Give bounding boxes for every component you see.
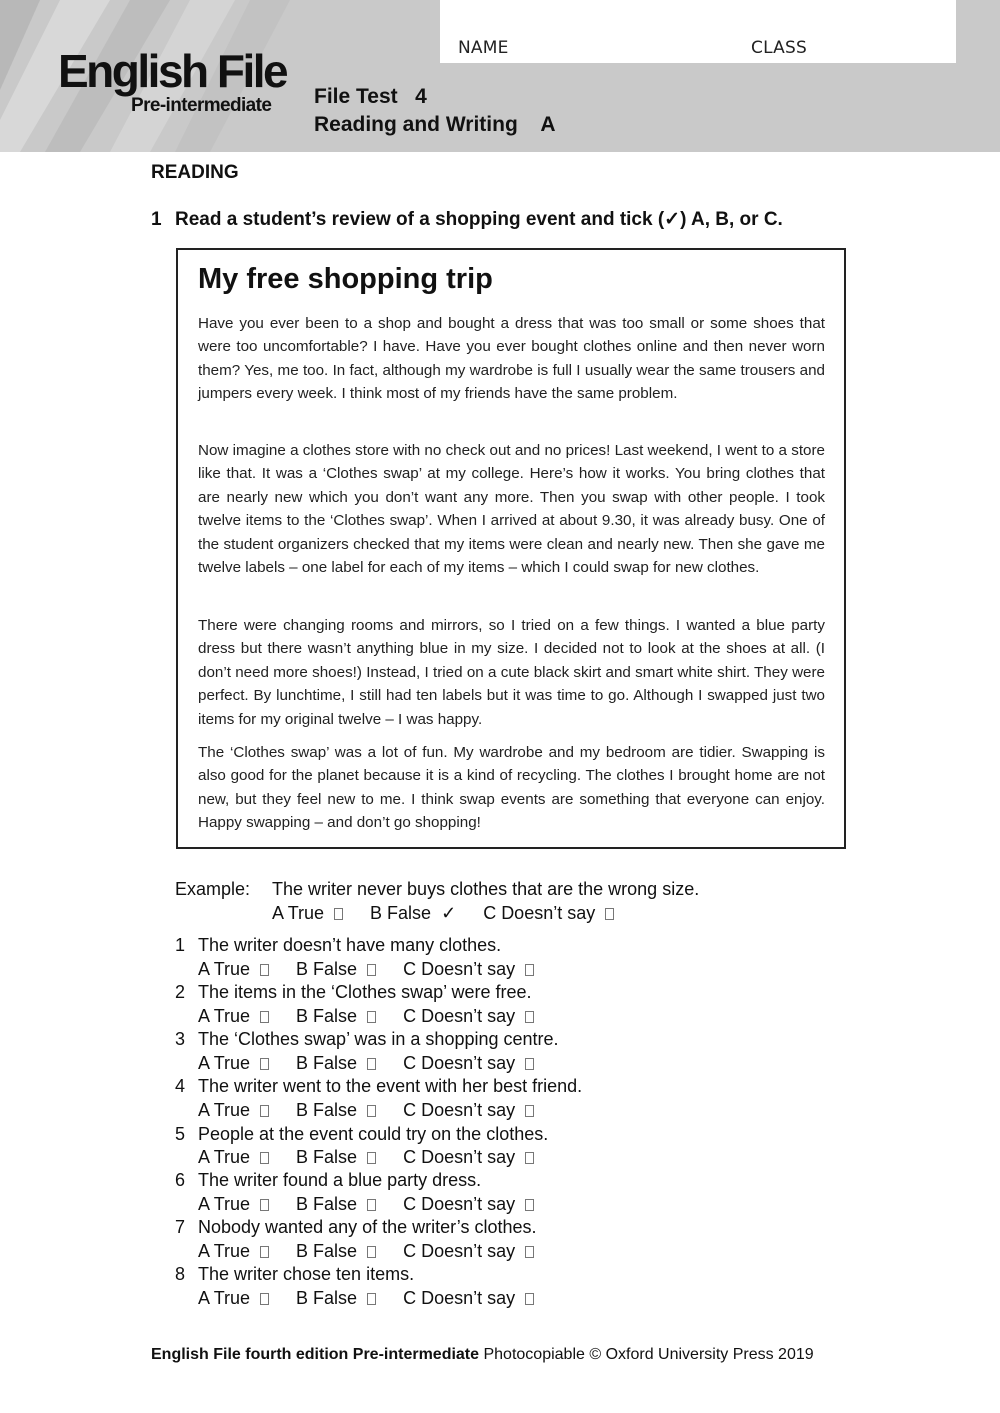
checkbox-b[interactable] <box>367 1199 376 1211</box>
checkbox-c[interactable] <box>605 908 614 920</box>
footer-copyright-text: Photocopiable © Oxford University Press 2019 <box>479 1346 814 1363</box>
option-a: A True <box>198 1194 251 1214</box>
question-text: Nobody wanted any of the writer’s clothes. <box>198 1217 537 1237</box>
instruction <box>151 208 783 231</box>
checkbox-b[interactable] <box>367 1246 376 1258</box>
checkbox-a[interactable] <box>260 1246 269 1258</box>
checkbox-a[interactable] <box>334 908 343 920</box>
checkbox-c[interactable] <box>525 1105 534 1117</box>
option-b: B False <box>296 1100 358 1120</box>
option-a: A True <box>198 1100 251 1120</box>
option-c: C Doesn’t say <box>403 1241 516 1261</box>
question-number: 4 <box>175 1076 186 1096</box>
option-c: C Doesn’t say <box>403 1194 516 1214</box>
option-b: B False <box>296 1006 358 1026</box>
question-options <box>198 1100 534 1121</box>
checkbox-a[interactable] <box>260 1293 269 1305</box>
question-number: 6 <box>175 1170 186 1190</box>
footer-copyright <box>151 1346 814 1364</box>
option-a: A True <box>198 1053 251 1073</box>
tick-icon[interactable]: ✓ <box>441 903 457 923</box>
option-c: C Doesn’t say <box>403 1288 516 1308</box>
class-label: CLASS <box>751 38 807 58</box>
checkbox-a[interactable] <box>260 1058 269 1070</box>
checkbox-b[interactable] <box>367 964 376 976</box>
instruction-text: Read a student’s review of a shopping event and tick (✓) A, B, or C. <box>175 209 783 230</box>
logo-main-text: English File <box>58 45 287 97</box>
article-paragraph: The ‘Clothes swap’ was a lot of fun. My wardrobe and my bedroom are tidier. Swapping is also good for the planet because it is a kind of recycling. The clothes I brought home are not new, but they feel new to me. I think swap events are something that everyone can enjoy. Happy swapping – and don’t go shopping! <box>198 744 825 832</box>
checkbox-a[interactable] <box>260 1152 269 1164</box>
checkbox-c[interactable] <box>525 1058 534 1070</box>
checkbox-b[interactable] <box>367 1011 376 1023</box>
article-paragraph: Now imagine a clothes store with no check out and no prices! Last weekend, I went to a store like that. It was a ‘Clothes swap’ at my college. Here’s how it works. You bring clothes that are nearly new which you don’t want any more. Then you swap with other people. I took twelve items to the ‘Clothes swap’. When I arrived at about 9.30, it was already busy. One of the student organizers checked that my items were clean and nearly new. Then she gave me twelve labels – one label for each of my items – which I could swap for new clothes. <box>198 442 825 577</box>
article-paragraph: Have you ever been to a shop and bought a dress that was too small or some shoes that were too uncomfortable? I have. Have you ever bought clothes online and then never worn them? Yes, me too. In fact, although my wardrobe is full I usually wear the same trousers and jumpers every week. I think most of my friends have the same problem. <box>198 315 825 403</box>
footer-book-title: English File fourth edition Pre-intermediate <box>151 1346 480 1363</box>
checkbox-c[interactable] <box>525 1293 534 1305</box>
option-a: A True <box>198 959 251 979</box>
option-b: B False <box>296 959 358 979</box>
checkbox-c[interactable] <box>525 1152 534 1164</box>
option-c: C Doesn’t say <box>403 959 516 979</box>
question-text: The writer went to the event with her best friend. <box>198 1076 583 1096</box>
option-b: B False <box>296 1241 358 1261</box>
question-options <box>198 1053 534 1074</box>
option-c: C Doesn’t say <box>483 903 596 923</box>
question-number: 3 <box>175 1029 186 1049</box>
question-number: 7 <box>175 1217 186 1237</box>
option-c: C Doesn’t say <box>403 1053 516 1073</box>
section-heading: READING <box>151 162 239 183</box>
question-text: The ‘Clothes swap’ was in a shopping centre. <box>198 1029 559 1049</box>
option-c: C Doesn’t say <box>403 1147 516 1167</box>
checkbox-c[interactable] <box>525 1011 534 1023</box>
option-c: C Doesn’t say <box>403 1100 516 1120</box>
option-a: A True <box>198 1006 251 1026</box>
question-options <box>198 1147 534 1168</box>
article-title: My free shopping trip <box>198 263 493 295</box>
question-options <box>198 1006 534 1027</box>
article-paragraph: There were changing rooms and mirrors, so I tried on a few things. I wanted a blue party dress but there wasn’t anything blue in my size. I decided not to look at the shoes at all. (I don’t need more shoes!) Instead, I tried on a cute black skirt and smart white shirt. They were perfect. By lunchtime, I still had ten labels but it was time to go. Although I swapped just two items for my original twelve – I was happy. <box>198 617 825 728</box>
question-options <box>198 1194 534 1215</box>
checkbox-a[interactable] <box>260 1105 269 1117</box>
checkbox-c[interactable] <box>525 1199 534 1211</box>
question-options <box>198 1241 534 1262</box>
question-text: The items in the ‘Clothes swap’ were free. <box>198 982 532 1002</box>
option-b: B False <box>296 1053 358 1073</box>
logo-sub-text: Pre-intermediate <box>131 95 272 116</box>
checkbox-c[interactable] <box>525 964 534 976</box>
question-number: 5 <box>175 1124 186 1144</box>
option-b: B False <box>370 903 432 923</box>
option-b: B False <box>296 1194 358 1214</box>
question-text: The writer found a blue party dress. <box>198 1170 482 1190</box>
example-label: Example: <box>175 879 251 899</box>
option-b: B False <box>296 1147 358 1167</box>
option-a: A True <box>198 1288 251 1308</box>
question-options <box>198 1288 534 1309</box>
english-file-logo <box>58 45 287 116</box>
option-b: B False <box>296 1288 358 1308</box>
question-options <box>198 959 534 980</box>
option-a: A True <box>198 1241 251 1261</box>
option-a: A True <box>272 903 325 923</box>
example-options <box>272 903 614 924</box>
option-a: A True <box>198 1147 251 1167</box>
question-number: 8 <box>175 1264 186 1284</box>
name-label: NAME <box>458 38 509 58</box>
option-c: C Doesn’t say <box>403 1006 516 1026</box>
question-text: The writer chose ten items. <box>198 1264 415 1284</box>
example-text: The writer never buys clothes that are the wrong size. <box>272 879 700 899</box>
checkbox-a[interactable] <box>260 1199 269 1211</box>
checkbox-a[interactable] <box>260 1011 269 1023</box>
checkbox-b[interactable] <box>367 1152 376 1164</box>
checkbox-b[interactable] <box>367 1293 376 1305</box>
checkbox-b[interactable] <box>367 1105 376 1117</box>
checkbox-c[interactable] <box>525 1246 534 1258</box>
question-number: 2 <box>175 982 186 1002</box>
instruction-number: 1 <box>151 209 162 230</box>
checkbox-b[interactable] <box>367 1058 376 1070</box>
file-test-number: File Test 4 <box>314 85 427 108</box>
test-title: Reading and Writing A <box>314 113 556 136</box>
question-text: People at the event could try on the clothes. <box>198 1124 549 1144</box>
checkbox-a[interactable] <box>260 964 269 976</box>
name-class-box <box>440 0 956 63</box>
question-text: The writer doesn’t have many clothes. <box>198 935 502 955</box>
question-number: 1 <box>175 935 186 955</box>
